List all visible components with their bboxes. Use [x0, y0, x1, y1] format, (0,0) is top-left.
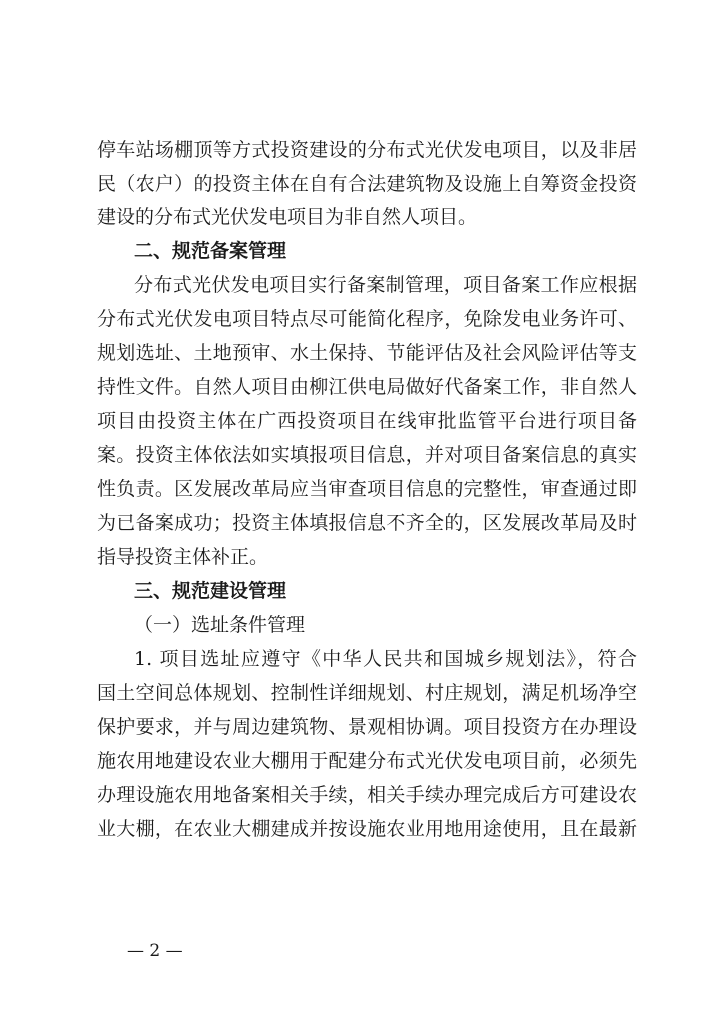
paragraph-1-line: 民（农户）的投资主体在自有合法建筑物及设施上自筹资金投资	[97, 173, 637, 195]
paragraph-2-line: 项目由投资主体在广西投资项目在线审批监管平台进行项目备	[97, 410, 637, 432]
paragraph-2-line: 分布式光伏发电项目实行备案制管理，项目备案工作应根据	[134, 274, 637, 296]
section-heading-filing: 二、规范备案管理	[134, 240, 287, 262]
paragraph-2-line: 性负责。区发展改革局应当审查项目信息的完整性，审查通过即	[97, 478, 637, 500]
paragraph-1-line: 建设的分布式光伏发电项目为非自然人项目。	[97, 206, 478, 228]
paragraph-2-line: 指导投资主体补正。	[97, 546, 269, 568]
paragraph-3-line: 办理设施农用地备案相关手续，相关手续办理完成后方可建设农	[97, 784, 637, 806]
paragraph-2-line: 为已备案成功；投资主体填报信息不齐全的，区发展改革局及时	[97, 512, 637, 534]
paragraph-2-line: 规划选址、土地预审、水土保持、节能评估及社会风险评估等支	[97, 342, 637, 364]
paragraph-1-line: 停车站场棚顶等方式投资建设的分布式光伏发电项目，以及非居	[97, 139, 637, 161]
paragraph-3-line: 业大棚，在农业大棚建成并按设施农业用地用途使用，且在最新	[97, 818, 637, 840]
paragraph-2-line: 持性文件。自然人项目由柳江供电局做好代备案工作，非自然人	[97, 376, 637, 398]
paragraph-3-line: 1. 项目选址应遵守《中华人民共和国城乡规划法》，符合	[134, 648, 637, 670]
subsection-heading-site-selection: （一）选址条件管理	[134, 614, 306, 636]
section-heading-construction: 三、规范建设管理	[134, 580, 287, 602]
paragraph-3-line: 国土空间总体规划、控制性详细规划、村庄规划，满足机场净空	[97, 682, 637, 704]
page-number: — 2 —	[127, 941, 183, 961]
paragraph-3-line: 施农用地建设农业大棚用于配建分布式光伏发电项目前，必须先	[97, 750, 637, 772]
paragraph-2-line: 分布式光伏发电项目特点尽可能简化程序，免除发电业务许可、	[97, 308, 637, 330]
paragraph-2-line: 案。投资主体依法如实填报项目信息，并对项目备案信息的真实	[97, 444, 637, 466]
paragraph-3-line: 保护要求，并与周边建筑物、景观相协调。项目投资方在办理设	[97, 716, 637, 738]
